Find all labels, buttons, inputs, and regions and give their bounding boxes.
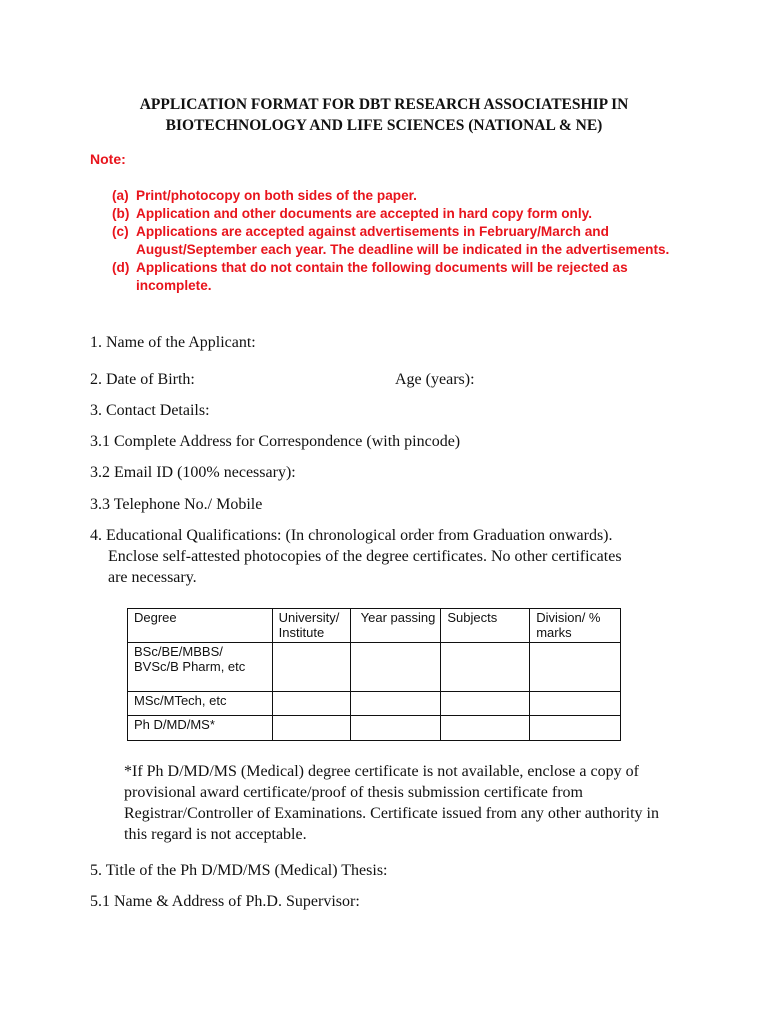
year-cell[interactable] <box>350 692 441 716</box>
header-year-passing: Year passing <box>350 609 441 643</box>
header-university: University/ Institute <box>272 609 350 643</box>
note-label: Note: <box>90 151 126 167</box>
table-row <box>128 643 621 692</box>
note-item-c <box>112 223 682 259</box>
form-title <box>0 94 768 136</box>
header-division: Division/ % marks <box>530 609 621 643</box>
applicant-name-label: 1. Name of the Applicant: <box>90 334 256 351</box>
address-label: 3.1 Complete Address for Correspondence (with pincode) <box>90 433 461 450</box>
note-text: Application and other documents are accepted in hard copy form only. <box>136 206 592 221</box>
table-header-row <box>128 609 621 643</box>
division-cell[interactable] <box>530 692 621 716</box>
education-line-2: Enclose self-attested photocopies of the degree certificates. No other certificates <box>108 548 622 565</box>
form-title-line-1: APPLICATION FORMAT FOR DBT RESEARCH ASSOCIATESHIP IN <box>139 96 629 113</box>
subjects-cell[interactable] <box>441 692 530 716</box>
year-cell[interactable] <box>350 716 441 741</box>
table-row <box>128 692 621 716</box>
degree-cell: MSc/MTech, etc <box>128 692 273 716</box>
email-label: 3.2 Email ID (100% necessary): <box>90 464 296 481</box>
age-label: Age (years): <box>395 371 475 388</box>
header-degree: Degree <box>128 609 273 643</box>
note-text: Applications that do not contain the following documents will be rejected as incomplete. <box>136 260 628 293</box>
division-cell[interactable] <box>530 643 621 692</box>
degree-cell: Ph D/MD/MS* <box>128 716 273 741</box>
note-text: Print/photocopy on both sides of the paper. <box>136 188 417 203</box>
note-item-b <box>112 205 682 223</box>
university-cell[interactable] <box>272 692 350 716</box>
note-marker: (d) <box>112 260 130 275</box>
subjects-cell[interactable] <box>441 716 530 741</box>
supervisor-label: 5.1 Name & Address of Ph.D. Supervisor: <box>90 893 360 910</box>
degree-cell: BSc/BE/MBBS/ BVSc/B Pharm, etc <box>128 643 273 692</box>
university-cell[interactable] <box>272 716 350 741</box>
note-item-a <box>112 187 682 205</box>
contact-details-label: 3. Contact Details: <box>90 402 210 419</box>
thesis-title-label: 5. Title of the Ph D/MD/MS (Medical) Thesis: <box>90 862 388 879</box>
header-subjects: Subjects <box>441 609 530 643</box>
note-marker: (b) <box>112 206 130 221</box>
note-list <box>112 187 682 295</box>
qualifications-table <box>127 608 621 741</box>
note-text: Applications are accepted against advertisements in February/March and August/September each year. The deadline will be indicated in the advertisements. <box>136 224 670 257</box>
table-row <box>128 716 621 741</box>
form-title-line-2: BIOTECHNOLOGY AND LIFE SCIENCES (NATIONAL & NE) <box>165 117 603 134</box>
education-line-3: are necessary. <box>108 569 197 586</box>
note-item-d <box>112 259 682 295</box>
note-marker: (c) <box>112 224 129 239</box>
year-cell[interactable] <box>350 643 441 692</box>
division-cell[interactable] <box>530 716 621 741</box>
university-cell[interactable] <box>272 643 350 692</box>
telephone-label: 3.3 Telephone No./ Mobile <box>90 496 263 513</box>
subjects-cell[interactable] <box>441 643 530 692</box>
note-marker: (a) <box>112 188 129 203</box>
education-instructions <box>90 525 680 588</box>
phd-certificate-footnote: *If Ph D/MD/MS (Medical) degree certificate is not available, enclose a copy of provisional award certificate/proof of thesis submission certificate from Registrar/Controller of Examinations. Certificate issued from any other authority in this regard is not acceptable. <box>124 763 659 843</box>
education-line-1: 4. Educational Qualifications: (In chronological order from Graduation onwards). <box>90 527 613 544</box>
date-of-birth-label: 2. Date of Birth: <box>90 371 195 388</box>
